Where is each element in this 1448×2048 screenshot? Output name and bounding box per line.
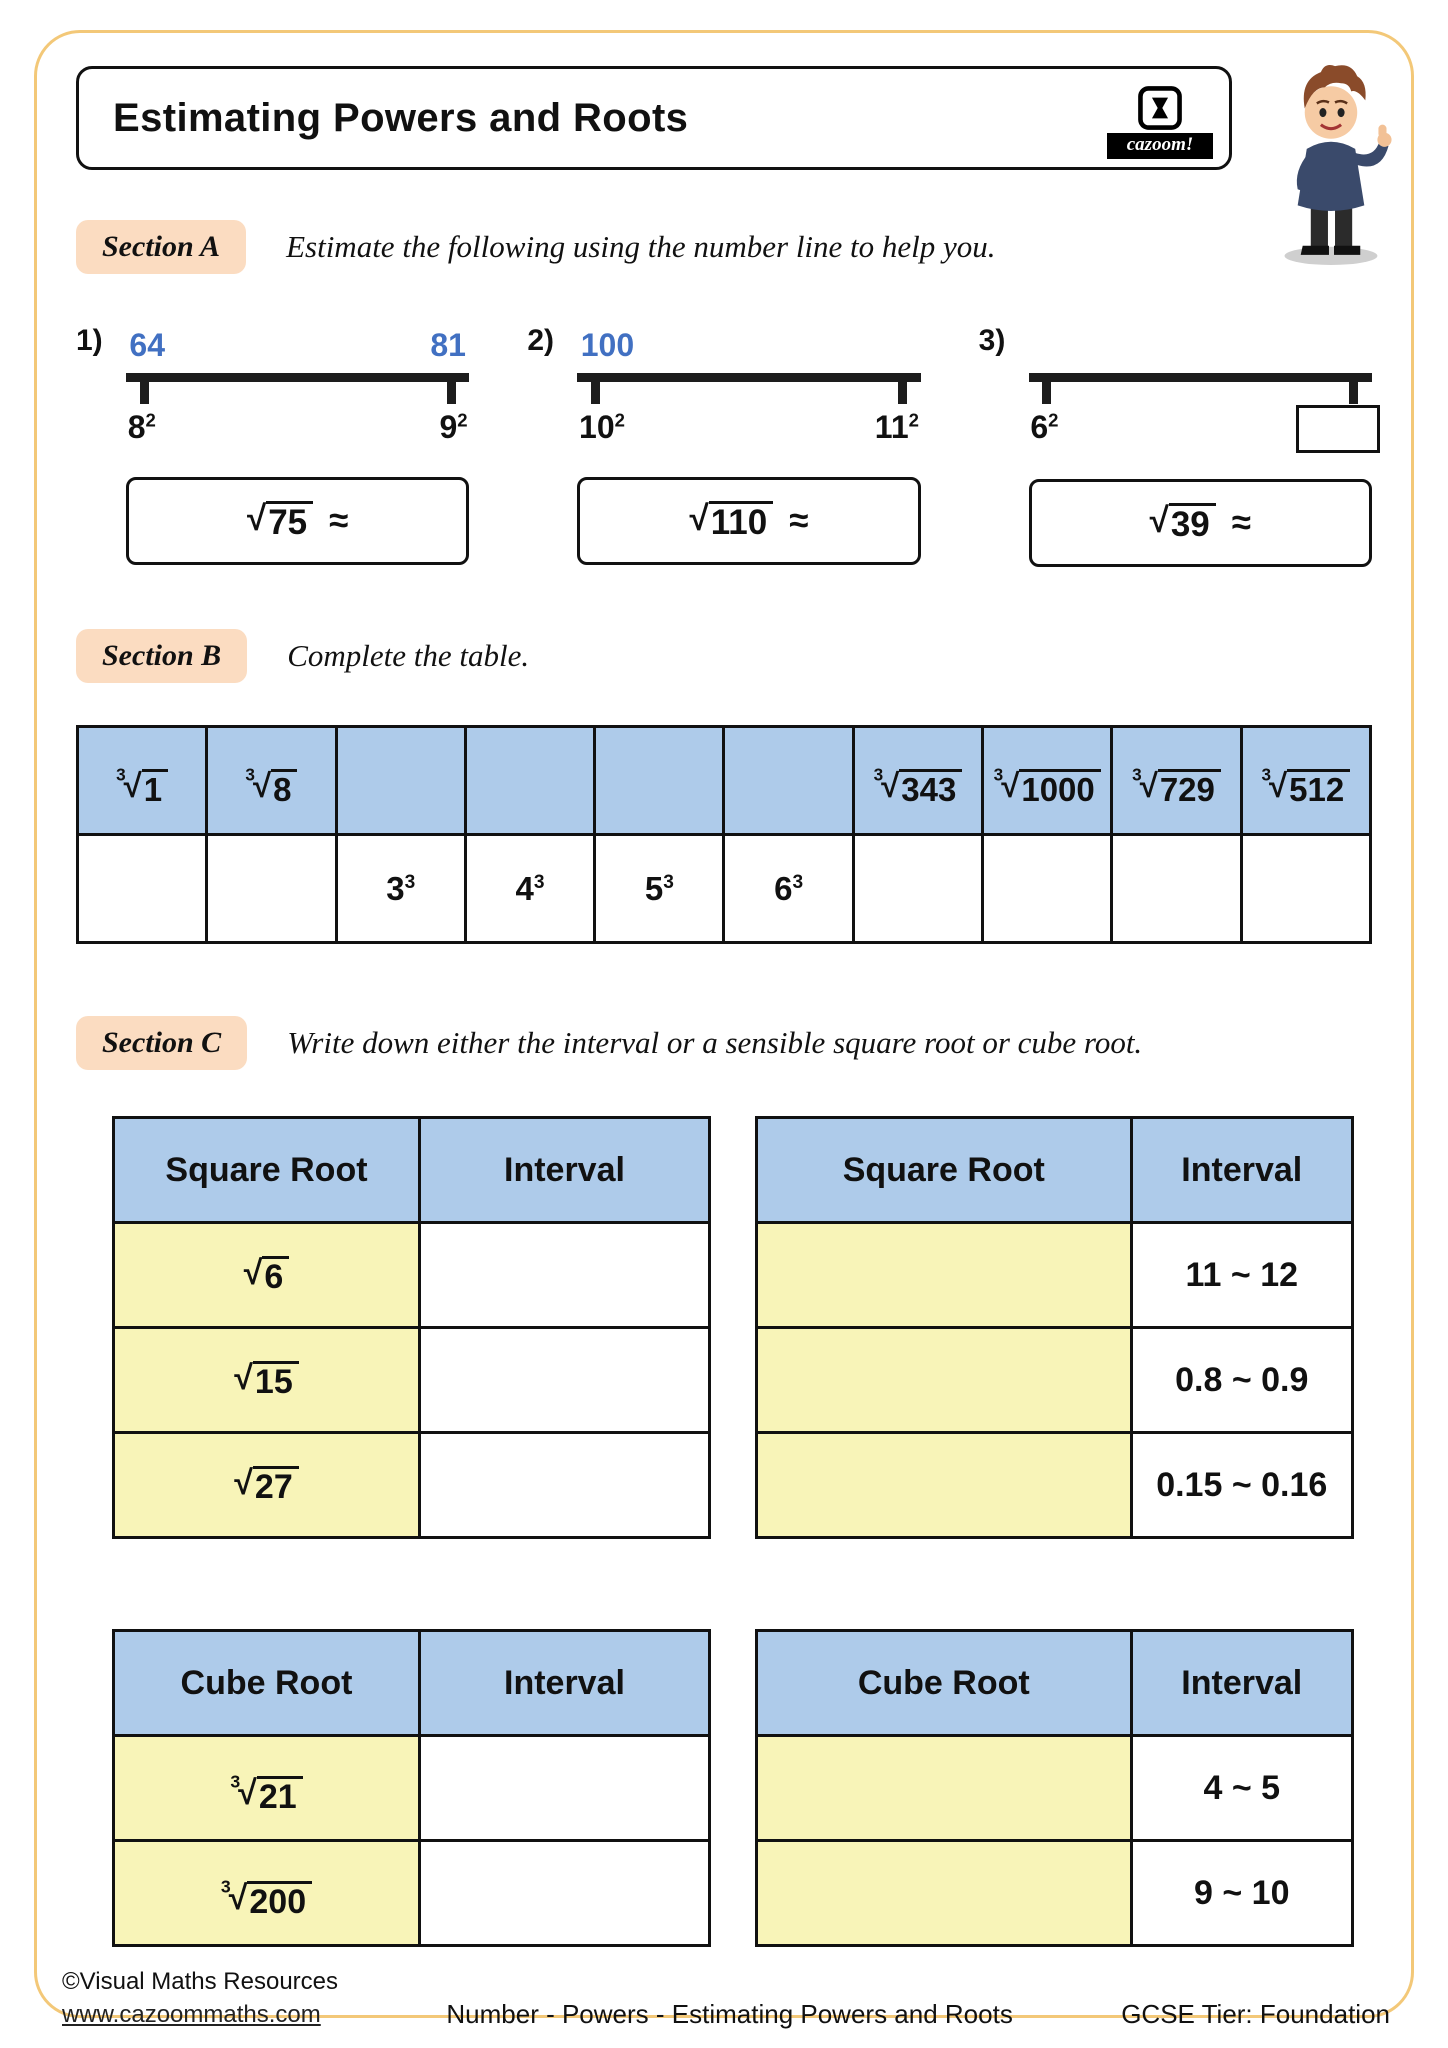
number-line (577, 373, 920, 382)
section-b-label: Section B (76, 629, 247, 683)
power-expression: $6^2$ (1030, 409, 1059, 445)
power-expression: $3^3$ (386, 869, 416, 907)
cartoon-character-illustration (1262, 56, 1404, 268)
section-c-header (76, 1016, 1372, 1070)
table-cell-blank[interactable] (419, 1736, 709, 1841)
table-cell-blank[interactable] (757, 1736, 1132, 1841)
table-cell-value (114, 1433, 420, 1538)
power-expression: $9^2$ (439, 409, 468, 445)
table-cell-blank[interactable] (336, 727, 465, 835)
table-cell-value (78, 727, 207, 835)
numline-label-bottom-right (1296, 409, 1370, 461)
problem-number: 1) (76, 324, 103, 357)
table-cell-blank[interactable] (853, 835, 982, 943)
power-expression: $4^3$ (515, 869, 545, 907)
table-cell-value (1131, 1328, 1352, 1433)
column-header-cube-root: Cube Root (114, 1631, 420, 1736)
problems-row (76, 318, 1372, 567)
section-b-header (76, 629, 1372, 683)
radical-expression: √ 6 (244, 1256, 290, 1296)
table-cell-value (1131, 1433, 1352, 1538)
numline-label-top-left: 100 (580, 327, 635, 363)
table-cell-value (336, 835, 465, 943)
column-header-interval: Interval (1131, 1631, 1352, 1736)
table-cell-value (1241, 727, 1370, 835)
table-cell-value (114, 1841, 420, 1946)
interval-value: 0.15 ~ 0.16 (1156, 1465, 1328, 1504)
power-expression: $6^3$ (774, 869, 804, 907)
table-cell-value (114, 1736, 420, 1841)
interval-value: 0.8 ~ 0.9 (1175, 1360, 1309, 1399)
website-link[interactable]: www.cazoommaths.com (62, 2001, 321, 2029)
section-c-top-tables (112, 1116, 1372, 1539)
table-cell-value (595, 835, 724, 943)
table-cell-blank[interactable] (724, 727, 853, 835)
table-cell-blank[interactable] (757, 1223, 1132, 1328)
table-cell-blank[interactable] (757, 1841, 1132, 1946)
estimation-problem (979, 318, 1372, 567)
number-line (126, 373, 469, 382)
cazoom-logo-text: cazoom! (1107, 133, 1213, 159)
radical-expression: √ 15 (234, 1361, 299, 1401)
section-c-bottom-tables (112, 1629, 1372, 1947)
table-cell-value (853, 727, 982, 835)
answer-box[interactable] (126, 477, 469, 565)
table-cell-blank[interactable] (78, 835, 207, 943)
column-header-interval: Interval (419, 1118, 709, 1223)
table-cell-blank[interactable] (419, 1433, 709, 1538)
column-header-square-root: Square Root (757, 1118, 1132, 1223)
approx-sign: ≈ (329, 501, 349, 540)
table-cell-value (724, 835, 853, 943)
square-root-table-right (755, 1116, 1354, 1539)
approx-sign: ≈ (789, 501, 809, 540)
table-cell-blank[interactable] (595, 727, 724, 835)
table-cell-blank[interactable] (1112, 835, 1241, 943)
table-cell-value (1131, 1736, 1352, 1841)
footer-topic-text: Number - Powers - Estimating Powers and Roots (446, 1999, 1013, 2029)
radical-expression: √ 39 (1150, 503, 1216, 544)
power-expression: $8^2$ (127, 409, 156, 445)
radical-expression: 3 √ 21 (230, 1776, 302, 1816)
power-expression: $10^2$ (579, 409, 625, 445)
number-line (1029, 373, 1372, 382)
problem-number: 2) (527, 324, 555, 357)
numline-label-bottom-right (440, 409, 468, 446)
title-box (76, 66, 1232, 170)
answer-box[interactable] (577, 477, 920, 565)
power-expression: $11^2$ (874, 409, 919, 445)
section-a-label: Section A (76, 220, 246, 274)
table-cell-blank[interactable] (983, 835, 1112, 943)
answer-box[interactable] (1029, 479, 1372, 567)
radical-expression: 3 √ 200 (221, 1881, 312, 1921)
column-header-square-root: Square Root (114, 1118, 420, 1223)
approx-sign: ≈ (1231, 503, 1251, 542)
radical-expression: 3 √ 729 (1132, 769, 1221, 808)
table-cell-value (114, 1328, 420, 1433)
numline-label-bottom-right (875, 409, 919, 446)
table-cell-blank[interactable] (1241, 835, 1370, 943)
table-cell-blank[interactable] (465, 727, 594, 835)
table-cell-value (1112, 727, 1241, 835)
estimation-problem (527, 318, 920, 567)
numline-label-bottom-left (579, 409, 625, 446)
section-c-label: Section C (76, 1016, 247, 1070)
square-root-table-left (112, 1116, 711, 1539)
table-cell-value (207, 727, 336, 835)
problem-number: 3) (978, 324, 1006, 357)
numline-label-top-right: 81 (430, 327, 466, 363)
footer-left (62, 1965, 338, 2032)
numline-label-top-left: 64 (129, 327, 166, 363)
table-cell-blank[interactable] (757, 1328, 1132, 1433)
column-header-interval: Interval (419, 1631, 709, 1736)
table-cell-blank[interactable] (757, 1433, 1132, 1538)
table-cell-value (1131, 1223, 1352, 1328)
table-cell-blank[interactable] (207, 835, 336, 943)
page-footer (62, 1965, 1390, 2032)
section-a-instruction: Estimate the following using the number line to help you. (286, 229, 996, 264)
table-cell-blank[interactable] (419, 1223, 709, 1328)
table-cell-blank[interactable] (419, 1841, 709, 1946)
radical-expression: √ 110 (690, 501, 774, 542)
table-cell-value (983, 727, 1112, 835)
table-cell-value (114, 1223, 420, 1328)
numline-label-bottom-left (128, 409, 156, 446)
section-b-instruction: Complete the table. (287, 638, 530, 673)
footer-tier-text: GCSE Tier: Foundation (1121, 1999, 1390, 2029)
radical-expression: 3 √ 512 (1261, 769, 1350, 808)
section-c-instruction: Write down either the interval or a sensible square root or cube root. (287, 1025, 1143, 1060)
estimation-problem (76, 318, 469, 567)
radical-expression: 3 √ 343 (874, 769, 963, 808)
radical-expression: √ 75 (247, 501, 313, 542)
interval-value: 9 ~ 10 (1194, 1873, 1290, 1912)
answer-blank-box[interactable] (1296, 405, 1380, 453)
table-cell-value (1131, 1841, 1352, 1946)
cube-root-table-right (755, 1629, 1354, 1947)
radical-expression: 3 √ 8 (245, 769, 297, 808)
table-cell-value (465, 835, 594, 943)
table-cell-blank[interactable] (419, 1328, 709, 1433)
interval-value: 11 ~ 12 (1185, 1255, 1299, 1294)
page-title: Estimating Powers and Roots (113, 95, 689, 140)
cazoom-logo-icon (1137, 77, 1183, 133)
cazoom-logo (1107, 77, 1213, 159)
radical-expression: 3 √ 1000 (994, 769, 1101, 808)
cube-root-table-left (112, 1629, 711, 1947)
numline-label-bottom-left (1030, 409, 1058, 446)
power-expression: $5^3$ (644, 869, 674, 907)
column-header-interval: Interval (1131, 1118, 1352, 1223)
interval-value: 4 ~ 5 (1203, 1768, 1281, 1807)
section-b-table (76, 725, 1372, 944)
radical-expression: 3 √ 1 (116, 769, 168, 808)
radical-expression: √ 27 (234, 1466, 299, 1506)
section-a-header (76, 220, 1372, 274)
column-header-cube-root: Cube Root (757, 1631, 1132, 1736)
copyright-text: ©Visual Maths Resources (62, 1967, 339, 1995)
